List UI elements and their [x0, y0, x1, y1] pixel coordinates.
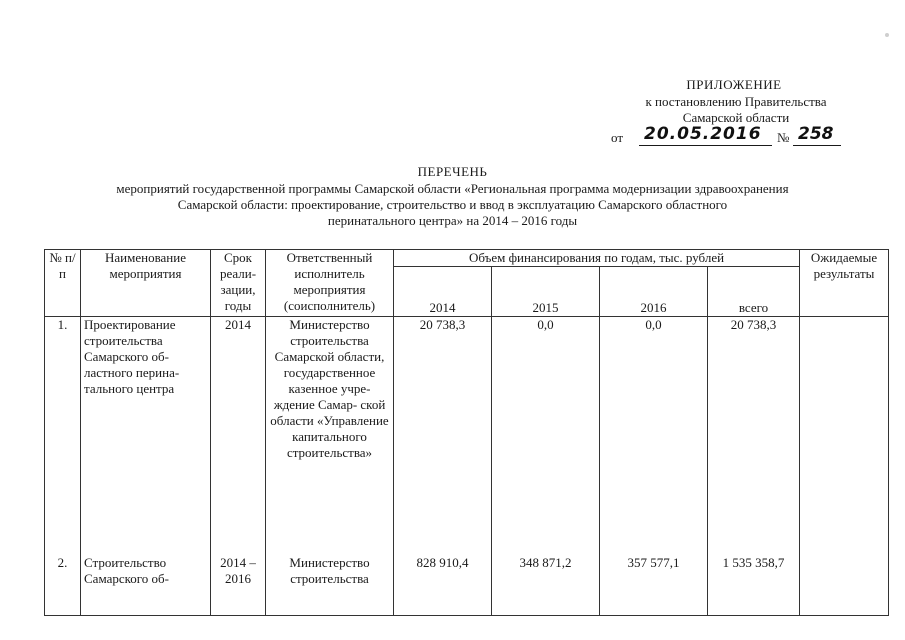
row-executor: Министерство строительства: [266, 532, 394, 616]
row-num: 1.: [45, 317, 81, 533]
header-year-2014: 2014: [394, 267, 492, 317]
header-term: Срок реали- зации, годы: [211, 250, 266, 317]
document-title-line-2: Самарской области: проектирование, строительство и ввод в эксплуатацию Самарского областного: [177, 197, 728, 212]
header-year-2015: 2015: [492, 267, 600, 317]
row-2014: 20 738,3: [394, 317, 492, 533]
handwritten-date: 20.05.2016: [644, 124, 762, 144]
header-year-2016: 2016: [600, 267, 708, 317]
handwritten-number: 258: [798, 124, 834, 144]
annex-region: Самарской области: [682, 110, 790, 125]
header-name: Наименование мероприятия: [81, 250, 211, 317]
row-name: Строительство Самарского об-: [81, 532, 211, 616]
date-prefix: от: [611, 130, 624, 145]
number-prefix: №: [777, 130, 790, 145]
row-2015: 0,0: [492, 317, 600, 533]
document-title-line-3: перинатального центра» на 2014 – 2016 годы: [327, 213, 578, 228]
annex-subtitle: к постановлению Правительства: [645, 94, 827, 109]
row-2016: 357 577,1: [600, 532, 708, 616]
document-title-line-1: мероприятий государственной программы Самарской области «Региональная программа модернизации здравоохранения: [116, 181, 789, 196]
row-results: [800, 532, 889, 616]
row-num: 2.: [45, 532, 81, 616]
row-term: 2014 – 2016: [211, 532, 266, 616]
number-underline: [793, 145, 841, 146]
table-row: [45, 532, 889, 616]
row-name: Проектирование строительства Самарского об- ластного перина- тального центра: [81, 317, 211, 533]
row-executor: Министерство строительства Самарской области, государственное казенное учре- ждение Самар- ской области «Управление капитального строительства»: [266, 317, 394, 533]
table-row: [45, 317, 889, 533]
annex-title: ПРИЛОЖЕНИЕ: [686, 77, 782, 92]
header-num: № п/п: [45, 250, 81, 317]
document-heading: ПЕРЕЧЕНЬ: [417, 164, 488, 179]
row-2015: 348 871,2: [492, 532, 600, 616]
header-results: Ожидаемые результаты: [800, 250, 889, 317]
row-results: [800, 317, 889, 533]
date-underline: [639, 145, 772, 146]
row-total: 20 738,3: [708, 317, 800, 533]
scan-speck: [885, 33, 889, 37]
annex-date-line: [611, 124, 871, 146]
measures-table: [44, 249, 889, 616]
row-2014: 828 910,4: [394, 532, 492, 616]
row-term: 2014: [211, 317, 266, 533]
header-funding: Объем финансирования по годам, тыс. рублей: [394, 250, 800, 267]
header-executor: Ответственный исполнитель мероприятия (соисполнитель): [266, 250, 394, 317]
row-total: 1 535 358,7: [708, 532, 800, 616]
header-total: всего: [708, 267, 800, 317]
row-2016: 0,0: [600, 317, 708, 533]
